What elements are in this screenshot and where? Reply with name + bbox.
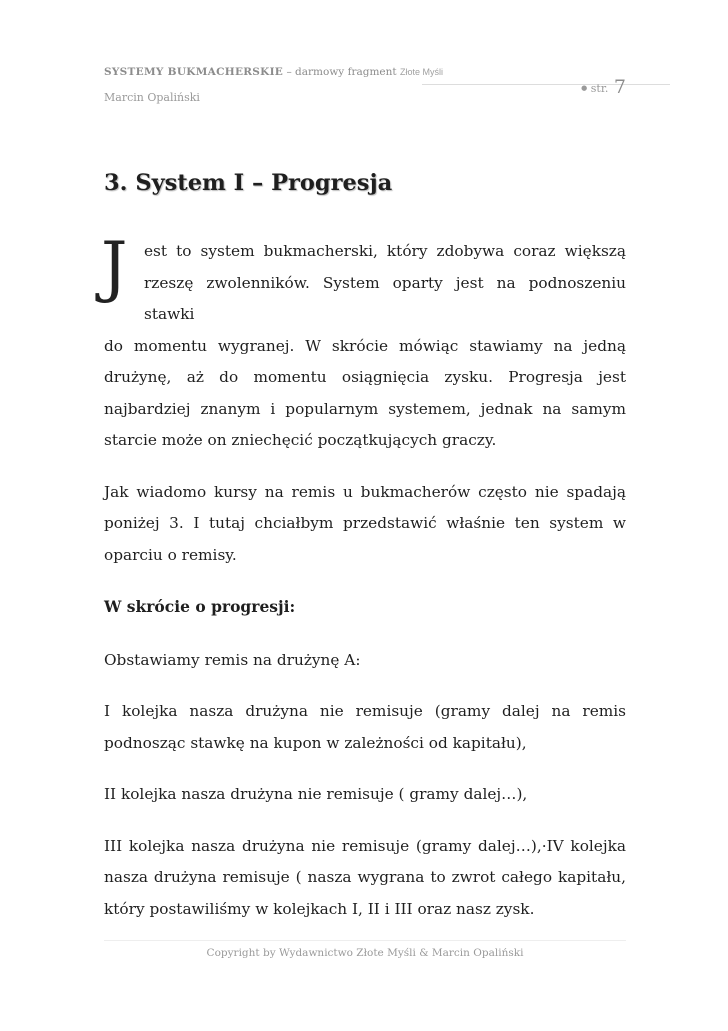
paragraph-2: Jak wiadomo kursy na remis u bukmacherów często nie spadają poniżej 3. I tutaj chciałbym przedstawić właśnie ten system w oparciu o remisy.: [104, 482, 626, 564]
intro-line-1: est to system bukmacherski, który zdobywa coraz większą: [144, 242, 626, 260]
page-number: 7: [613, 76, 626, 98]
intro-paragraph: [101, 228, 626, 457]
paragraph-4: I kolejka nasza drużyna nie remisuje (gramy dalej na remis podnosząc stawkę na kupon w zależności od kapitału),: [104, 702, 626, 752]
page-footer: [104, 940, 626, 959]
paragraph-5: II kolejka nasza drużyna nie remisuje ( gramy dalej…),: [104, 785, 528, 803]
drop-cap: J: [101, 228, 128, 305]
page-header: [104, 66, 626, 112]
header-title: [104, 66, 443, 78]
series-title: SYSTEMY BUKMACHERSKIE: [104, 66, 284, 78]
header-subtitle: – darmowy fragment: [283, 66, 400, 78]
publisher-name: Złote Myśli: [399, 67, 443, 77]
paragraph-6: III kolejka nasza drużyna nie remisuje (gramy dalej…),·IV kolejka nasza drużyna remisuje ( nasza wygrana to zwrot całego kapitału, który postawiliśmy w kolejkach I, II i III oraz nasz zysk.: [104, 836, 626, 918]
chapter-title: 3. System I – Progresja: [104, 170, 393, 196]
footer-divider: [104, 940, 626, 941]
page-number-indicator: [581, 76, 626, 98]
footer-copyright: Copyright by Wydawnictwo Złote Myśli & Marcin Opaliński: [206, 947, 524, 959]
paragraph-3: Obstawiamy remis na drużynę A:: [104, 650, 361, 669]
page-content: [101, 228, 626, 945]
page-label: str.: [590, 82, 609, 95]
intro-line-2: rzeszę zwolenników. System oparty jest na podnoszeniu stawki: [144, 273, 626, 323]
section-subheading: W skrócie o progresji:: [104, 597, 296, 616]
header-author: Marcin Opaliński: [104, 91, 200, 104]
intro-rest: do momentu wygranej. W skrócie mówiąc stawiamy na jedną drużynę, aż do momentu osiągnięcia zysku. Progresja jest najbardziej znanym i popularnym systemem, jednak na samym starcie może on zniechęcić początkujących graczy.: [104, 336, 626, 449]
bullet-icon: ●: [581, 84, 588, 92]
header-divider: [422, 84, 670, 85]
